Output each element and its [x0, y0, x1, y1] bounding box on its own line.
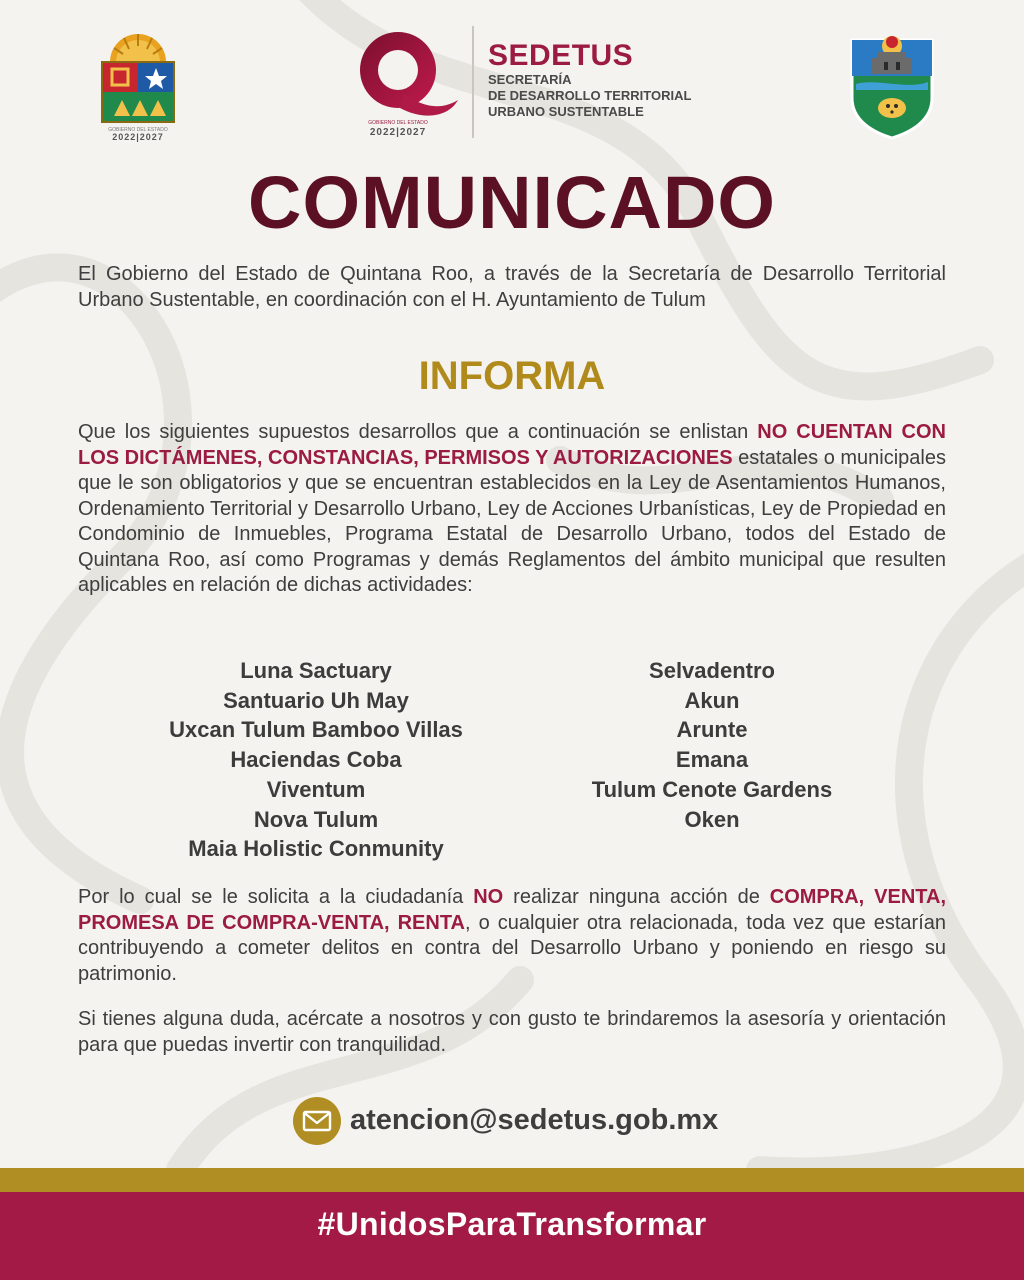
development-item: Tulum Cenote Gardens [591, 776, 833, 802]
agency-name-block [488, 40, 748, 120]
informa-heading: INFORMA [418, 354, 606, 398]
main-paragraph-lead: Que los siguientes supuestos desarrollos que a continuación se enlistan [78, 421, 758, 443]
main-paragraph-rest: estatales o municipales que le son obligatorios y que se encuentran establecidos en la Ley de Asentamientos Humanos, Ordenamiento Territorial y Desarrollo Urbano, Ley de Acciones Urbanísticas, Ley de Propiedad en Condominio de Inmuebles, Programa Estatal de Desarrollo Urbano, todos del Estado de Quintana Roo, así como Programas y demás Reglamentos del ámbito municipal que resulten aplicables en relación de dichas actividades: [78, 446, 946, 596]
development-item: Oken [684, 806, 740, 832]
agency-name-line2: DE DESARROLLO TERRITORIAL [488, 88, 692, 103]
developments-list-right [512, 656, 912, 834]
development-item: Luna Sactuary [240, 658, 392, 683]
main-paragraph [78, 420, 946, 599]
notice-actions-highlight: COMPRA, VENTA, PROMESA DE COMPRA-VENTA, RENTA [78, 886, 947, 934]
developments-list-left [116, 656, 516, 864]
notice-no-highlight: NO [473, 886, 504, 908]
state-coat-of-arms-logo [96, 22, 180, 142]
agency-acronym: SEDETUS [488, 39, 634, 72]
development-item: Emana [675, 747, 749, 773]
state-logo-years: 2022|2027 [112, 132, 164, 142]
tulum-municipal-shield-logo [846, 28, 938, 140]
header-divider [472, 26, 474, 138]
notice-part3: , o cualquier otra relacionada, toda vez que estarían contribuyendo a cometer delitos en contra del Desarrollo Urbano y poniendo en riesgo su patrimonio. [78, 911, 947, 985]
intro-paragraph: El Gobierno del Estado de Quintana Roo, a través de la Secretaría de Desarrollo Territorial Urbano Sustentable, en coordinación con el H. Ayuntamiento de Tulum [78, 263, 946, 311]
development-item: Selvadentro [649, 658, 775, 683]
government-q-logo [342, 24, 464, 140]
development-item: Nova Tulum [253, 806, 379, 832]
development-item: Haciendas Coba [230, 747, 402, 773]
development-item: Akun [684, 687, 740, 713]
development-item: Uxcan Tulum Bamboo Villas [169, 717, 463, 743]
development-item: Maia Holistic Conmunity [188, 836, 444, 862]
q-logo-years: 2022|2027 [369, 127, 427, 138]
agency-name-line1: SECRETARÍA [488, 72, 572, 87]
development-item: Santuario Uh May [223, 687, 409, 713]
contact-email[interactable] [292, 1094, 752, 1148]
jaguar-icon [878, 98, 906, 118]
notice-paragraph [78, 885, 946, 987]
email-link[interactable]: atencion@sedetus.gob.mx [350, 1104, 719, 1136]
footer-hashtag: #UnidosParaTransformar [317, 1206, 707, 1242]
sun-rays-icon [110, 34, 166, 62]
page-title: COMUNICADO [248, 161, 776, 244]
missing-permits-highlight: NO CUENTAN CON LOS DICTÁMENES, CONSTANCIAS, PERMISOS Y AUTORIZACIONES [78, 421, 946, 469]
notice-part2: realizar ninguna acción de [503, 886, 770, 908]
doubt-paragraph: Si tienes alguna duda, acércate a nosotros y con gusto te brindaremos la asesoría y orientación para que puedas invertir con tranquilidad. [78, 1008, 946, 1056]
footer-gold-stripe [0, 1168, 1024, 1192]
notice-part1: Por lo cual se le solicita a la ciudadanía [78, 886, 474, 908]
q-logo-caption: GOBIERNO DEL ESTADO [368, 120, 428, 126]
development-item: Viventum [266, 776, 366, 802]
agency-name-line3: URBANO SUSTENTABLE [488, 104, 644, 119]
development-item: Arunte [676, 717, 748, 743]
state-logo-caption: GOBIERNO DEL ESTADO [108, 127, 168, 133]
envelope-icon [292, 1096, 342, 1146]
